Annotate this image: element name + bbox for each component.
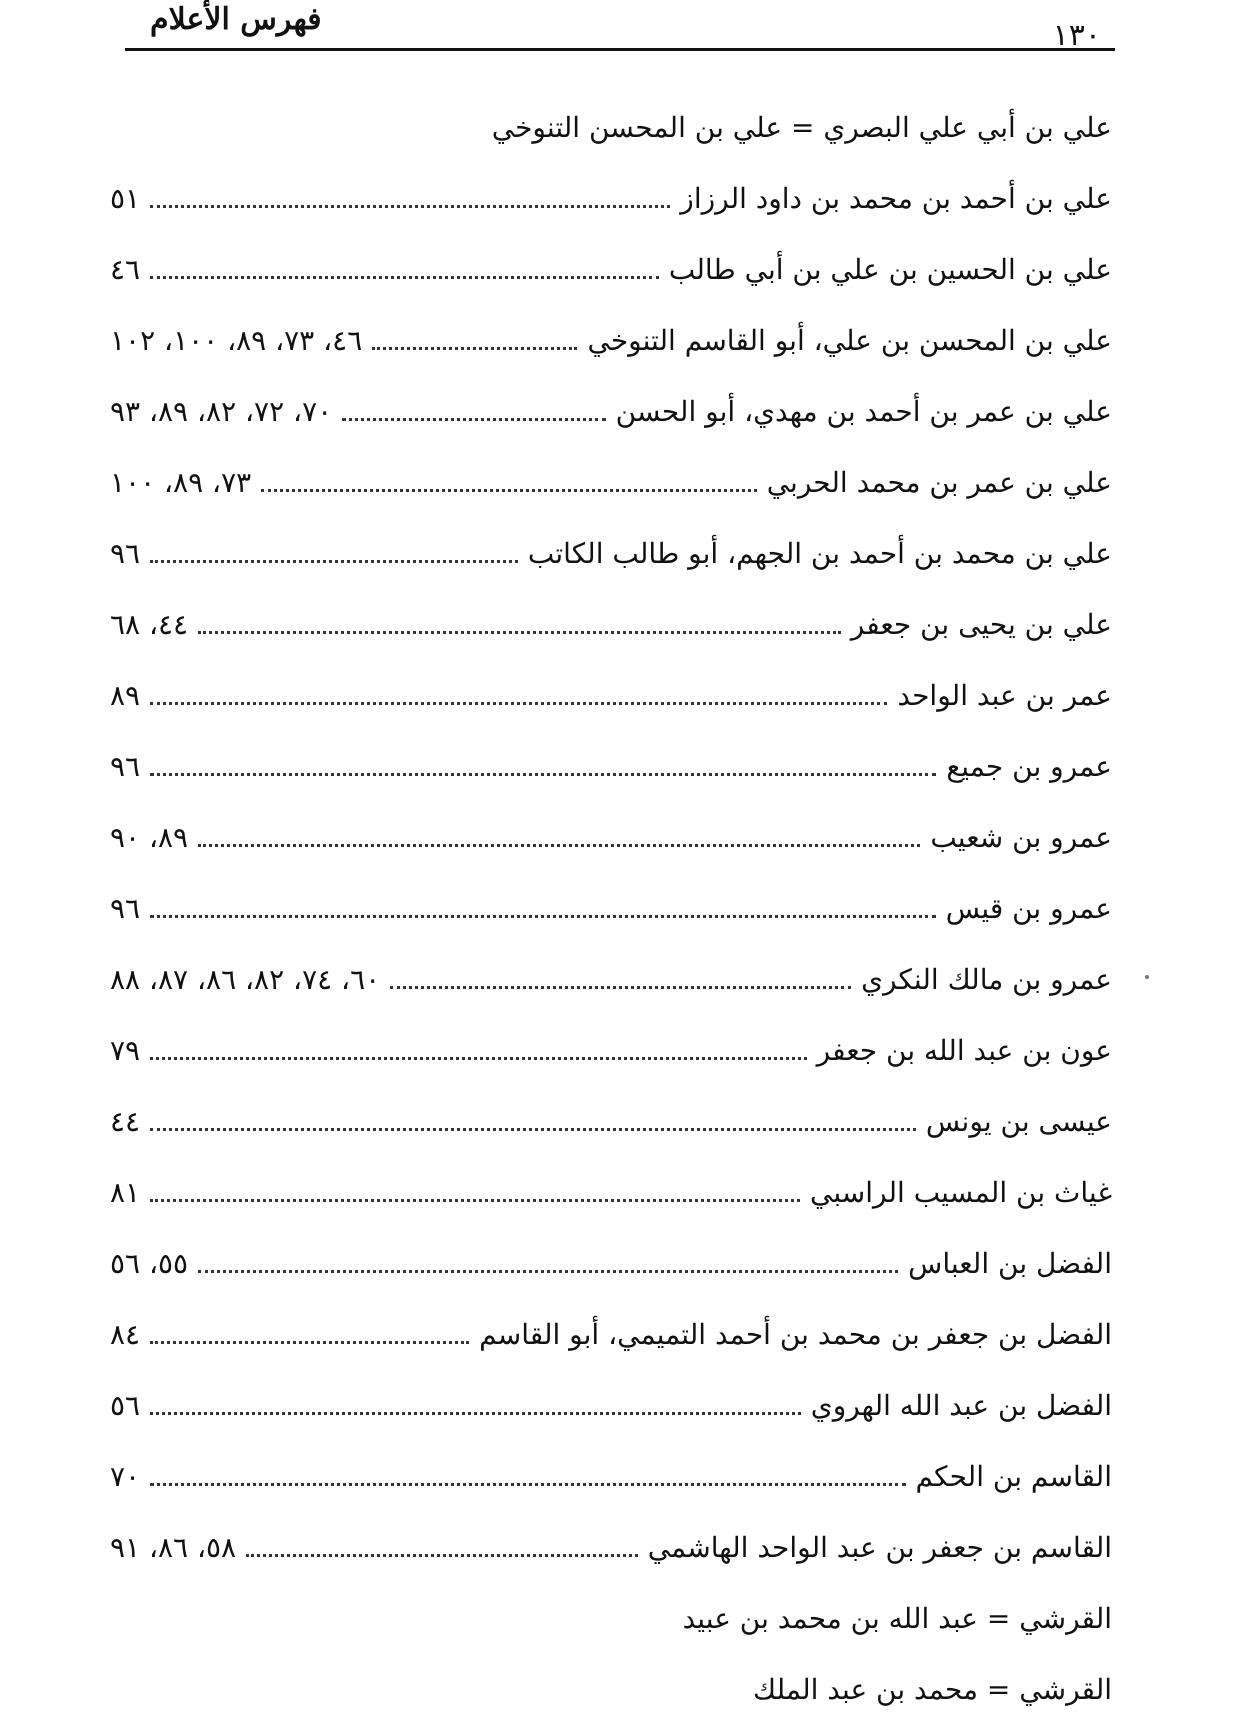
dot-leader <box>150 1341 469 1344</box>
dot-leader <box>150 1483 905 1486</box>
index-entry <box>110 1654 1112 1725</box>
entry-name: عمرو بن مالك النكري <box>861 963 1112 996</box>
index-entry <box>110 1299 1112 1370</box>
index-entry <box>110 873 1112 944</box>
index-entry <box>110 944 1112 1015</box>
index-entry <box>110 305 1112 376</box>
entry-pages: ٩٦ <box>110 750 141 783</box>
entry-name: القرشي = محمد بن عبد الملك <box>753 1673 1112 1706</box>
scan-speck <box>1145 975 1149 979</box>
dot-leader <box>342 418 605 421</box>
entry-name: علي بن عمر بن أحمد بن مهدي، أبو الحسن <box>615 395 1112 428</box>
entry-pages: ٥١ <box>110 182 141 215</box>
index-entry <box>110 163 1112 234</box>
entry-name: عمرو بن جميع <box>946 750 1112 783</box>
entry-name: القرشي = عبد الله بن محمد بن عبيد <box>682 1602 1112 1635</box>
index-entry <box>110 92 1112 163</box>
entry-name: علي بن أبي علي البصري = علي بن المحسن التنوخي <box>491 111 1112 144</box>
dot-leader <box>261 489 757 492</box>
entry-pages: ٤٦ <box>110 253 141 286</box>
entry-name: الفضل بن جعفر بن محمد بن أحمد التميمي، أبو القاسم <box>479 1318 1112 1351</box>
entry-pages: ٨١ <box>110 1176 141 1209</box>
entry-name: علي بن يحيى بن جعفر <box>850 608 1112 641</box>
dot-leader <box>150 773 936 776</box>
entry-pages: ٤٤ <box>110 1105 141 1138</box>
dot-leader <box>150 1412 801 1415</box>
entry-name: القاسم بن الحكم <box>915 1460 1112 1493</box>
dot-leader <box>150 915 936 918</box>
entry-pages: ٥٥، ٥٦ <box>110 1247 189 1280</box>
entry-pages: ٥٨، ٨٦، ٩١ <box>110 1531 237 1564</box>
entry-pages: ٧٠ <box>110 1460 141 1493</box>
page-title: فهرس الأعلام <box>150 2 322 37</box>
entry-name: عمر بن عبد الواحد <box>897 679 1112 712</box>
index-entry <box>110 1228 1112 1299</box>
index-entry <box>110 1441 1112 1512</box>
dot-leader <box>198 844 920 847</box>
dot-leader <box>246 1554 638 1557</box>
dot-leader <box>198 1270 898 1273</box>
index-entry <box>110 1157 1112 1228</box>
dot-leader <box>150 560 518 563</box>
index-entry <box>110 802 1112 873</box>
entry-pages: ٧٩ <box>110 1034 141 1067</box>
entry-pages: ٦٠، ٧٤، ٨٢، ٨٦، ٨٧، ٨٨ <box>110 963 381 996</box>
entry-name: عمرو بن قيس <box>945 892 1112 925</box>
entry-pages: ٤٦، ٧٣، ٨٩، ١٠٠، ١٠٢ <box>110 324 363 357</box>
entry-name: الفضل بن عبد الله الهروي <box>810 1389 1112 1422</box>
header-rule <box>125 48 1115 51</box>
dot-leader <box>372 347 577 350</box>
entry-name: غياث بن المسيب الراسبي <box>810 1176 1112 1209</box>
entry-pages: ٩٦ <box>110 537 141 570</box>
entry-name: علي بن عمر بن محمد الحربي <box>766 466 1112 499</box>
dot-leader <box>150 1057 807 1060</box>
entry-name: القاسم بن جعفر بن عبد الواحد الهاشمي <box>647 1531 1112 1564</box>
entry-name: علي بن محمد بن أحمد بن الجهم، أبو طالب الكاتب <box>527 537 1112 570</box>
entry-name: علي بن المحسن بن علي، أبو القاسم التنوخي <box>587 324 1112 357</box>
entry-pages: ٩٦ <box>110 892 141 925</box>
index-entry <box>110 234 1112 305</box>
dot-leader <box>150 276 659 279</box>
dot-leader <box>150 1128 916 1131</box>
entry-pages: ٥٦ <box>110 1389 141 1422</box>
entry-name: عيسى بن يونس <box>925 1105 1112 1138</box>
entry-name: عمرو بن شعيب <box>930 821 1112 854</box>
entry-pages: ٤٤، ٦٨ <box>110 608 189 641</box>
index-entries <box>110 92 1112 1725</box>
page-header <box>125 0 1115 53</box>
index-entry <box>110 1015 1112 1086</box>
index-entry <box>110 447 1112 518</box>
entry-name: عون بن عبد الله بن جعفر <box>816 1034 1112 1067</box>
index-entry <box>110 660 1112 731</box>
index-entry <box>110 518 1112 589</box>
index-entry <box>110 1086 1112 1157</box>
entry-pages: ٧٣، ٨٩، ١٠٠ <box>110 466 252 499</box>
page-number: ١٣٠ <box>1052 18 1101 53</box>
entry-pages: ٨٩، ٩٠ <box>110 821 189 854</box>
entry-pages: ٧٠، ٧٢، ٨٢، ٨٩، ٩٣ <box>110 395 333 428</box>
index-entry <box>110 1370 1112 1441</box>
index-entry <box>110 1512 1112 1583</box>
dot-leader <box>390 986 851 989</box>
index-entry <box>110 589 1112 660</box>
index-entry <box>110 731 1112 802</box>
entry-name: علي بن أحمد بن محمد بن داود الرزاز <box>680 182 1112 215</box>
entry-name: علي بن الحسين بن علي بن أبي طالب <box>668 253 1112 286</box>
dot-leader <box>150 702 887 705</box>
entry-pages: ٨٩ <box>110 679 141 712</box>
dot-leader <box>150 1199 800 1202</box>
index-entry <box>110 376 1112 447</box>
entry-pages: ٨٤ <box>110 1318 141 1351</box>
index-entry <box>110 1583 1112 1654</box>
dot-leader <box>150 205 670 208</box>
entry-name: الفضل بن العباس <box>908 1247 1112 1280</box>
dot-leader <box>198 631 841 634</box>
